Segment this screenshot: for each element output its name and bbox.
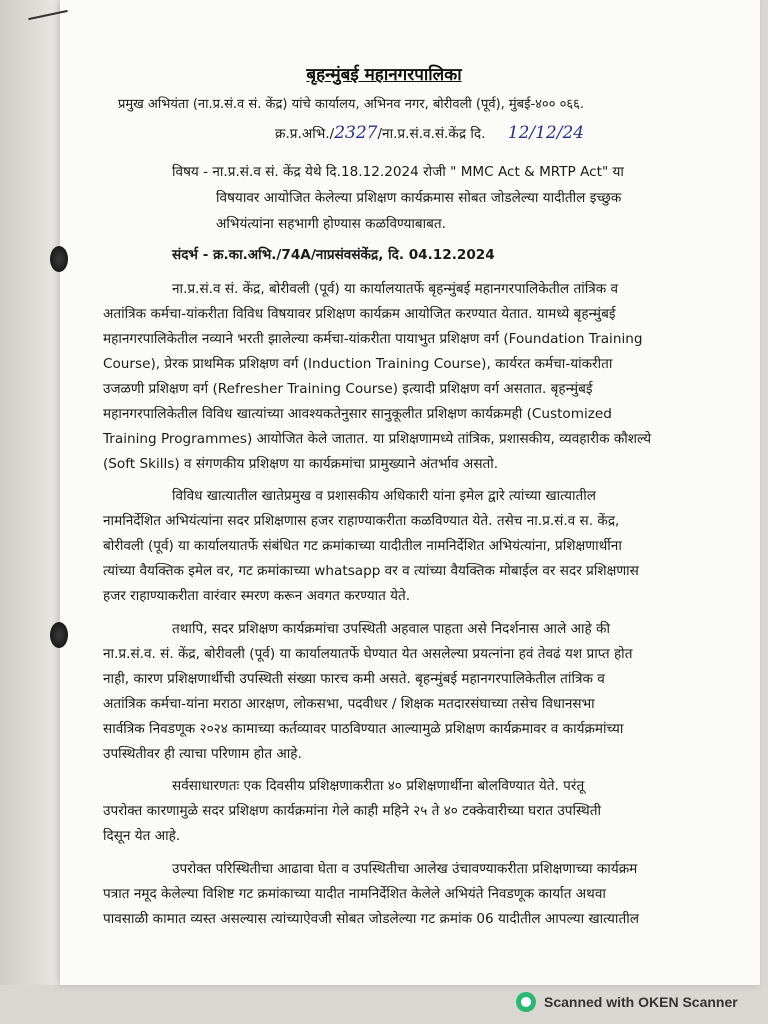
body-line: तथापि, सदर प्रशिक्षण कार्यक्रमांचा उपस्थिती अहवाल पाहता असे निदर्शनास आले आहे की <box>172 621 611 637</box>
body-line: महानगरपालिकेतील विविध खात्यांच्या आवश्यकतेनुसार सानुकूलीत प्रशिक्षण कार्यक्रमही (Customized <box>103 406 612 422</box>
body-line: नामनिर्देशित अभियंत्यांना सदर प्रशिक्षणास हजर राहाण्याकरीता कळविण्यात येते. तसेच ना.प्र.सं.व स. केंद्र, <box>103 513 620 529</box>
body-line: उजळणी प्रशिक्षण वर्ग (Refresher Training Course) इत्यादी प्रशिक्षण वर्ग असतात. बृहन्मुंबई <box>103 381 593 397</box>
subject-line-1: विषय - ना.प्र.सं.व सं. केंद्र येथे दि.18.12.2024 रोजी " MMC Act & MRTP Act" या <box>172 164 624 180</box>
subject-line-3: अभियंत्यांना सहभागी होण्यास कळविण्याबाबत. <box>216 216 446 232</box>
document-title: बृहन्मुंबई महानगरपालिका <box>306 65 462 85</box>
body-line: दिसून येत आहे. <box>103 828 181 844</box>
ref-prefix: क्र.प्र.अभि./ <box>275 126 335 142</box>
subject-line-2: विषयावर आयोजित केलेल्या प्रशिक्षण कार्यक्रमास सोबत जोडलेल्या यादीतील इच्छुक <box>216 190 622 206</box>
body-line: उपस्थितीवर ही त्याचा परिणाम होत आहे. <box>103 746 302 762</box>
body-line: उपरोक्त परिस्थितीचा आढावा घेता व उपस्थितीचा आलेख उंचावण्याकरीता प्रशिक्षणाच्या कार्यक्रम <box>172 861 638 877</box>
scanner-label: Scanned with OKEN Scanner <box>544 994 738 1010</box>
office-line: प्रमुख अभियंता (ना.प्र.सं.व सं. केंद्र) यांचे कार्यालय, अभिनव नगर, बोरीवली (पूर्व), मुंबई-४०० ०६६. <box>118 97 584 112</box>
body-line: अतांत्रिक कर्मचा-यांना मराठा आरक्षण, लोकसभा, पदवीधर / शिक्षक मतदारसंघाच्या तसेच विधानसभा <box>103 696 595 712</box>
body-line: हजर राहाण्याकरीता वारंवार स्मरण करून अवगत करण्यात येते. <box>103 588 411 604</box>
reference-line: संदर्भ - क्र.का.अभि./74A/नाप्रसंवसंकेंद्र, दि. 04.12.2024 <box>172 247 495 263</box>
body-line: सर्वसाधारणतः एक दिवसीय प्रशिक्षणाकरीता ४० प्रशिक्षणार्थीना बोलविण्यात येते. परंतू <box>172 778 585 794</box>
body-line: विविध खात्यातील खातेप्रमुख व प्रशासकीय अधिकारी यांना इमेल द्वारे त्यांच्या खात्यातील <box>172 488 596 504</box>
body-line: Training Programmes) आयोजित केले जातात. या प्रशिक्षणामध्ये तांत्रिक, प्रशासकीय, व्यवहारीक कौशल्ये <box>103 431 652 447</box>
body-line: त्यांच्या वैयक्तिक इमेल वर, गट क्रमांकाच्या whatsapp वर व त्यांच्या वैयक्तिक मोबाईल वर सदर प्रशिक्षणास <box>103 563 639 579</box>
body-line: सार्वत्रिक निवडणूक २०२४ कामाच्या कर्तव्यावर पाठविण्यात आल्यामुळे प्रशिक्षण कार्यक्रमावर व कार्यक्रमांच्या <box>103 721 624 737</box>
scanner-watermark <box>516 991 738 1013</box>
body-line: उपरोक्त कारणामुळे सदर प्रशिक्षण कार्यक्रमांना गेले काही महिने २५ ते ४० टक्केवारीच्या घरात उपस्थिती <box>103 803 602 819</box>
punch-hole <box>50 246 68 272</box>
body-line: पावसाळी कामात व्यस्त असल्यास त्यांच्याऐवजी सोबत जोडलेल्या गट क्रमांक 06 यादीतील आपल्या खात्यातील <box>103 911 639 927</box>
ref-date-handwritten: 12/12/24 <box>507 123 585 143</box>
ref-number-handwritten: 2327 <box>334 123 378 143</box>
body-line: ना.प्र.सं.व सं. केंद्र, बोरीवली (पूर्व) या कार्यालयातर्फे बृहन्मुंबई महानगरपालिकेतील तांत्रिक व <box>172 281 619 297</box>
body-line: बोरीवली (पूर्व) या कार्यालयातर्फे संबंधित गट क्रमांकाच्या यादीतील नामनिर्देशित अभियंत्यांना, प्रशिक्षणार्थीना <box>103 538 622 554</box>
oken-scanner-logo-icon <box>516 992 536 1012</box>
body-line: अतांत्रिक कर्मचा-यांकरीता विविध विषयावर प्रशिक्षण कार्यक्रम आयोजित करण्यात येतात. यामध्ये बृहन्मुंबई <box>103 306 616 322</box>
punch-hole <box>50 622 68 648</box>
body-line: (Soft Skills) व संगणकीय प्रशिक्षण या कार्यक्रमांचा प्रामुख्याने अंतर्भाव असतो. <box>103 456 499 472</box>
body-line: महानगरपालिकेतील नव्याने भरती झालेल्या कर्मचा-यांकरीता पायाभुत प्रशिक्षण वर्ग (Foundation Training <box>103 331 643 347</box>
reference-number <box>275 124 584 143</box>
body-line: ना.प्र.सं.व. सं. केंद्र, बोरीवली (पूर्व) या कार्यालयातर्फे घेण्यात येत असलेल्या प्रयत्नांना हवं तेवढं यश प्राप्त होत <box>103 646 633 662</box>
body-line: Course), प्रेरक प्राथमिक प्रशिक्षण वर्ग (Induction Training Course), कार्यरत कर्मचा-यांकरीता <box>103 356 613 372</box>
body-line: नाही, कारण प्रशिक्षणार्थीची उपस्थिती संख्या फारच कमी असते. बृहन्मुंबई महानगरपालिकेतील तांत्रिक व <box>103 671 605 687</box>
ref-middle: /ना.प्र.सं.व.सं.केंद्र दि. <box>377 126 486 142</box>
body-line: पत्रात नमूद केलेल्या विशिष्ट गट क्रमांकाच्या यादीत नामनिर्देशित केलेले अभियंते निवडणूक कार्यात अथवा <box>103 886 606 902</box>
